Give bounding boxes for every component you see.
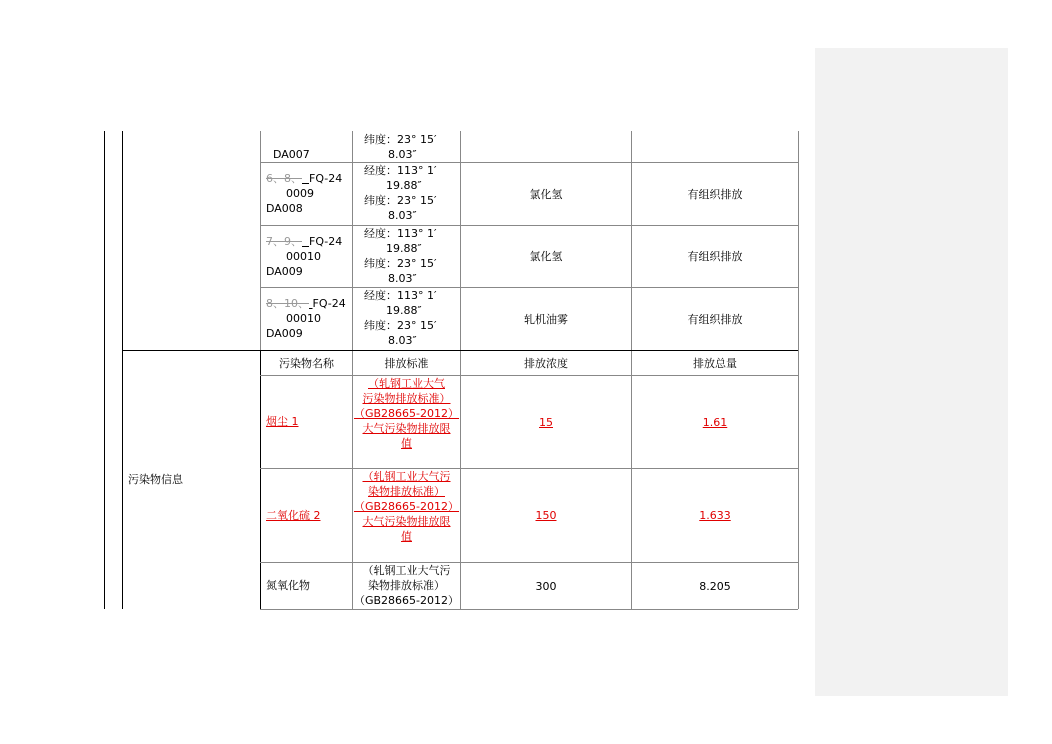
coordinates: 纬度：23° 15′ 8.03″	[364, 133, 437, 161]
emission-concentration: 300	[535, 579, 557, 593]
pollutant-name: 烟尘 1	[266, 415, 299, 428]
outlet-id: 7、9、 FQ-24 00010 DA009	[266, 235, 343, 278]
emission-total: 8.205	[699, 579, 731, 593]
comment-pane	[815, 48, 1008, 696]
header-standard: 排放标准	[384, 356, 429, 370]
header-total: 排放总量	[693, 356, 737, 370]
coordinates: 经度：113° 1′ 19.88″ 纬度：23° 15′ 8.03″	[364, 289, 437, 347]
section-column-border	[122, 131, 123, 609]
row-line	[260, 609, 798, 610]
grid-line	[260, 131, 261, 350]
left-margin-line	[104, 131, 105, 609]
emission-total: 1.633	[699, 509, 731, 522]
pollutant-name: 轧机油雾	[524, 312, 568, 326]
emission-standard: （轧钢工业大气 污染物排放标准） （GB28665-2012） 大气污染物排放限 值	[353, 377, 460, 450]
discharge-method: 有组织排放	[687, 312, 743, 326]
discharge-method: 有组织排放	[687, 187, 743, 201]
header-concentration: 排放浓度	[524, 356, 568, 370]
pollutant-name: 氯化氢	[529, 187, 563, 201]
outlet-id: 6、8、 FQ-24 0009 DA008	[266, 172, 343, 215]
grid-line	[798, 131, 799, 609]
grid-line	[260, 350, 261, 609]
discharge-method: 有组织排放	[687, 250, 743, 263]
pollutant-name: 二氧化硫 2	[266, 509, 321, 522]
emission-concentration: 15	[539, 415, 553, 429]
emission-concentration: 150	[535, 509, 557, 522]
outlet-id: 8、10、 FQ-24 00010 DA009	[266, 297, 346, 340]
emission-standard: （轧钢工业大气污 染物排放标准） （GB28665-2012）	[353, 564, 460, 607]
outlet-id: DA007	[273, 148, 310, 161]
section-label: 污染物信息	[128, 473, 183, 486]
pollutant-name: 氮氧化物	[266, 579, 310, 592]
pollutant-name: 氯化氢	[529, 250, 563, 263]
coordinates: 经度：113° 1′ 19.88″ 纬度：23° 15′ 8.03″	[364, 164, 437, 222]
emission-total: 1.61	[702, 415, 728, 429]
coordinates: 经度：113° 1′ 19.88″ 纬度：23° 15′ 8.03″	[364, 227, 437, 285]
emission-standard: （轧钢工业大气污 染物排放标准） （GB28665-2012） 大气污染物排放限 值	[353, 470, 460, 543]
header-pollutant-name: 污染物名称	[279, 356, 334, 370]
